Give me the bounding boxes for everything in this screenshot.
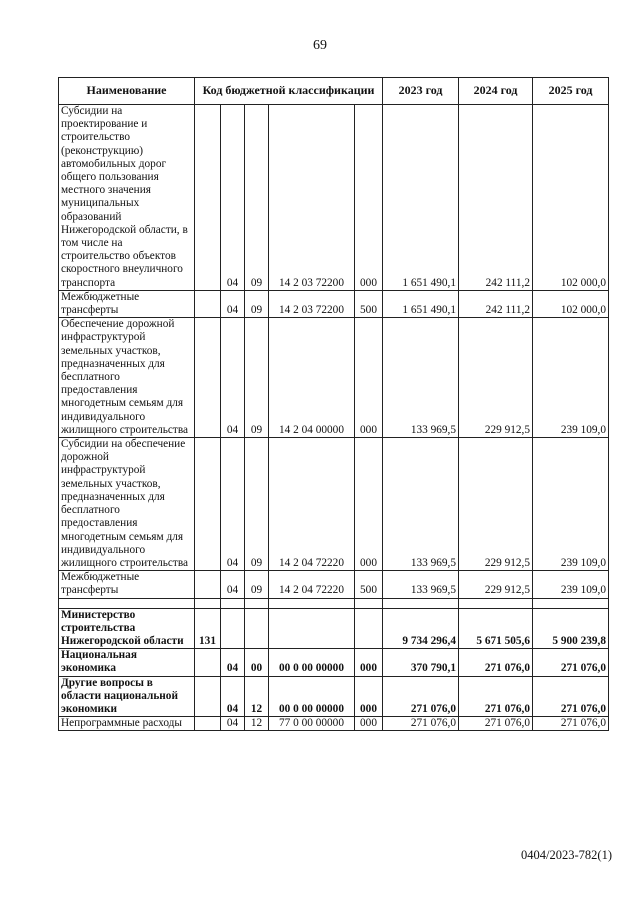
table-row — [59, 649, 609, 676]
row-2023: 271 076,0 — [383, 717, 459, 731]
table-row — [59, 717, 609, 731]
header-code: Код бюджетной классификации — [195, 78, 383, 105]
row-ved — [195, 438, 221, 571]
row-pr: 09 — [245, 318, 269, 438]
row-2024: 229 912,5 — [459, 318, 533, 438]
row-rz: 04 — [221, 290, 245, 317]
row-rz: 04 — [221, 438, 245, 571]
row-vr: 000 — [355, 105, 383, 291]
row-ved — [195, 571, 221, 598]
row-ved — [195, 105, 221, 291]
row-csr: 14 2 04 00000 — [269, 318, 355, 438]
row-2024: 229 912,5 — [459, 571, 533, 598]
row-2023 — [383, 598, 459, 608]
row-rz: 04 — [221, 717, 245, 731]
row-name — [59, 598, 195, 608]
row-rz: 04 — [221, 318, 245, 438]
row-rz — [221, 608, 245, 649]
row-pr: 12 — [245, 717, 269, 731]
row-ved — [195, 676, 221, 717]
row-pr: 00 — [245, 649, 269, 676]
row-name: Субсидии на обеспечение дорожной инфраструктурой земельных участков, предназначенных для бесплатного предоставления многодетным семьям для индивидуального жилищного строительства — [59, 438, 195, 571]
row-vr: 000 — [355, 318, 383, 438]
header-2024: 2024 год — [459, 78, 533, 105]
row-name: Министерство строительства Нижегородской области — [59, 608, 195, 649]
row-2024: 271 076,0 — [459, 717, 533, 731]
header-row — [59, 78, 609, 105]
row-csr — [269, 598, 355, 608]
table-row — [59, 318, 609, 438]
row-vr: 000 — [355, 649, 383, 676]
row-rz: 04 — [221, 676, 245, 717]
row-2024: 229 912,5 — [459, 438, 533, 571]
header-name: Наименование — [59, 78, 195, 105]
row-2023: 1 651 490,1 — [383, 290, 459, 317]
row-csr: 00 0 00 00000 — [269, 649, 355, 676]
row-2025: 271 076,0 — [533, 649, 609, 676]
row-2024: 242 111,2 — [459, 105, 533, 291]
table-row — [59, 676, 609, 717]
row-vr: 500 — [355, 571, 383, 598]
table-row — [59, 571, 609, 598]
header-2025: 2025 год — [533, 78, 609, 105]
row-name: Межбюджетные трансферты — [59, 571, 195, 598]
row-pr — [245, 608, 269, 649]
row-pr: 09 — [245, 105, 269, 291]
header-2023: 2023 год — [383, 78, 459, 105]
row-2023: 133 969,5 — [383, 438, 459, 571]
row-csr: 14 2 03 72200 — [269, 105, 355, 291]
row-2024: 242 111,2 — [459, 290, 533, 317]
row-2025 — [533, 598, 609, 608]
row-2025: 239 109,0 — [533, 438, 609, 571]
row-ved — [195, 649, 221, 676]
row-2023: 271 076,0 — [383, 676, 459, 717]
row-name: Субсидии на проектирование и строительство (реконструкцию) автомобильных дорог общего пользования местного значения муниципальных образований Нижегородской области, в том числе на строительство объектов скоростного внеуличного транспорта — [59, 105, 195, 291]
table-row — [59, 438, 609, 571]
row-vr: 500 — [355, 290, 383, 317]
row-rz: 04 — [221, 649, 245, 676]
row-vr: 000 — [355, 676, 383, 717]
empty-row — [59, 598, 609, 608]
row-csr: 14 2 04 72220 — [269, 571, 355, 598]
row-2024: 271 076,0 — [459, 676, 533, 717]
table-row — [59, 608, 609, 649]
row-pr — [245, 598, 269, 608]
row-2025: 239 109,0 — [533, 318, 609, 438]
row-2023: 370 790,1 — [383, 649, 459, 676]
row-name: Непрограммные расходы — [59, 717, 195, 731]
row-pr: 09 — [245, 438, 269, 571]
row-2025: 271 076,0 — [533, 717, 609, 731]
row-2025: 5 900 239,8 — [533, 608, 609, 649]
row-vr: 000 — [355, 717, 383, 731]
row-csr: 14 2 03 72200 — [269, 290, 355, 317]
row-csr: 00 0 00 00000 — [269, 676, 355, 717]
page-number: 69 — [313, 38, 327, 53]
row-2025: 102 000,0 — [533, 290, 609, 317]
row-rz — [221, 598, 245, 608]
table-row — [59, 290, 609, 317]
row-ved — [195, 318, 221, 438]
row-rz: 04 — [221, 105, 245, 291]
row-2023: 9 734 296,4 — [383, 608, 459, 649]
row-ved: 131 — [195, 608, 221, 649]
row-name: Национальная экономика — [59, 649, 195, 676]
row-vr — [355, 598, 383, 608]
row-name: Обеспечение дорожной инфраструктурой земельных участков, предназначенных для бесплатного предоставления многодетным семьям для индивидуального жилищного строительства — [59, 318, 195, 438]
row-2025: 102 000,0 — [533, 105, 609, 291]
row-pr: 12 — [245, 676, 269, 717]
row-pr: 09 — [245, 571, 269, 598]
document-id: 0404/2023-782(1) — [521, 848, 612, 862]
row-2023: 133 969,5 — [383, 571, 459, 598]
row-vr: 000 — [355, 438, 383, 571]
row-name: Другие вопросы в области национальной экономики — [59, 676, 195, 717]
row-2023: 133 969,5 — [383, 318, 459, 438]
row-2025: 271 076,0 — [533, 676, 609, 717]
row-2024 — [459, 598, 533, 608]
row-csr: 77 0 00 00000 — [269, 717, 355, 731]
row-rz: 04 — [221, 571, 245, 598]
row-pr: 09 — [245, 290, 269, 317]
row-name: Межбюджетные трансферты — [59, 290, 195, 317]
row-ved — [195, 290, 221, 317]
budget-table — [58, 77, 609, 731]
row-csr — [269, 608, 355, 649]
row-vr — [355, 608, 383, 649]
row-2023: 1 651 490,1 — [383, 105, 459, 291]
row-2024: 5 671 505,6 — [459, 608, 533, 649]
row-ved — [195, 598, 221, 608]
row-ved — [195, 717, 221, 731]
row-2024: 271 076,0 — [459, 649, 533, 676]
row-csr: 14 2 04 72220 — [269, 438, 355, 571]
row-2025: 239 109,0 — [533, 571, 609, 598]
table-row — [59, 105, 609, 291]
